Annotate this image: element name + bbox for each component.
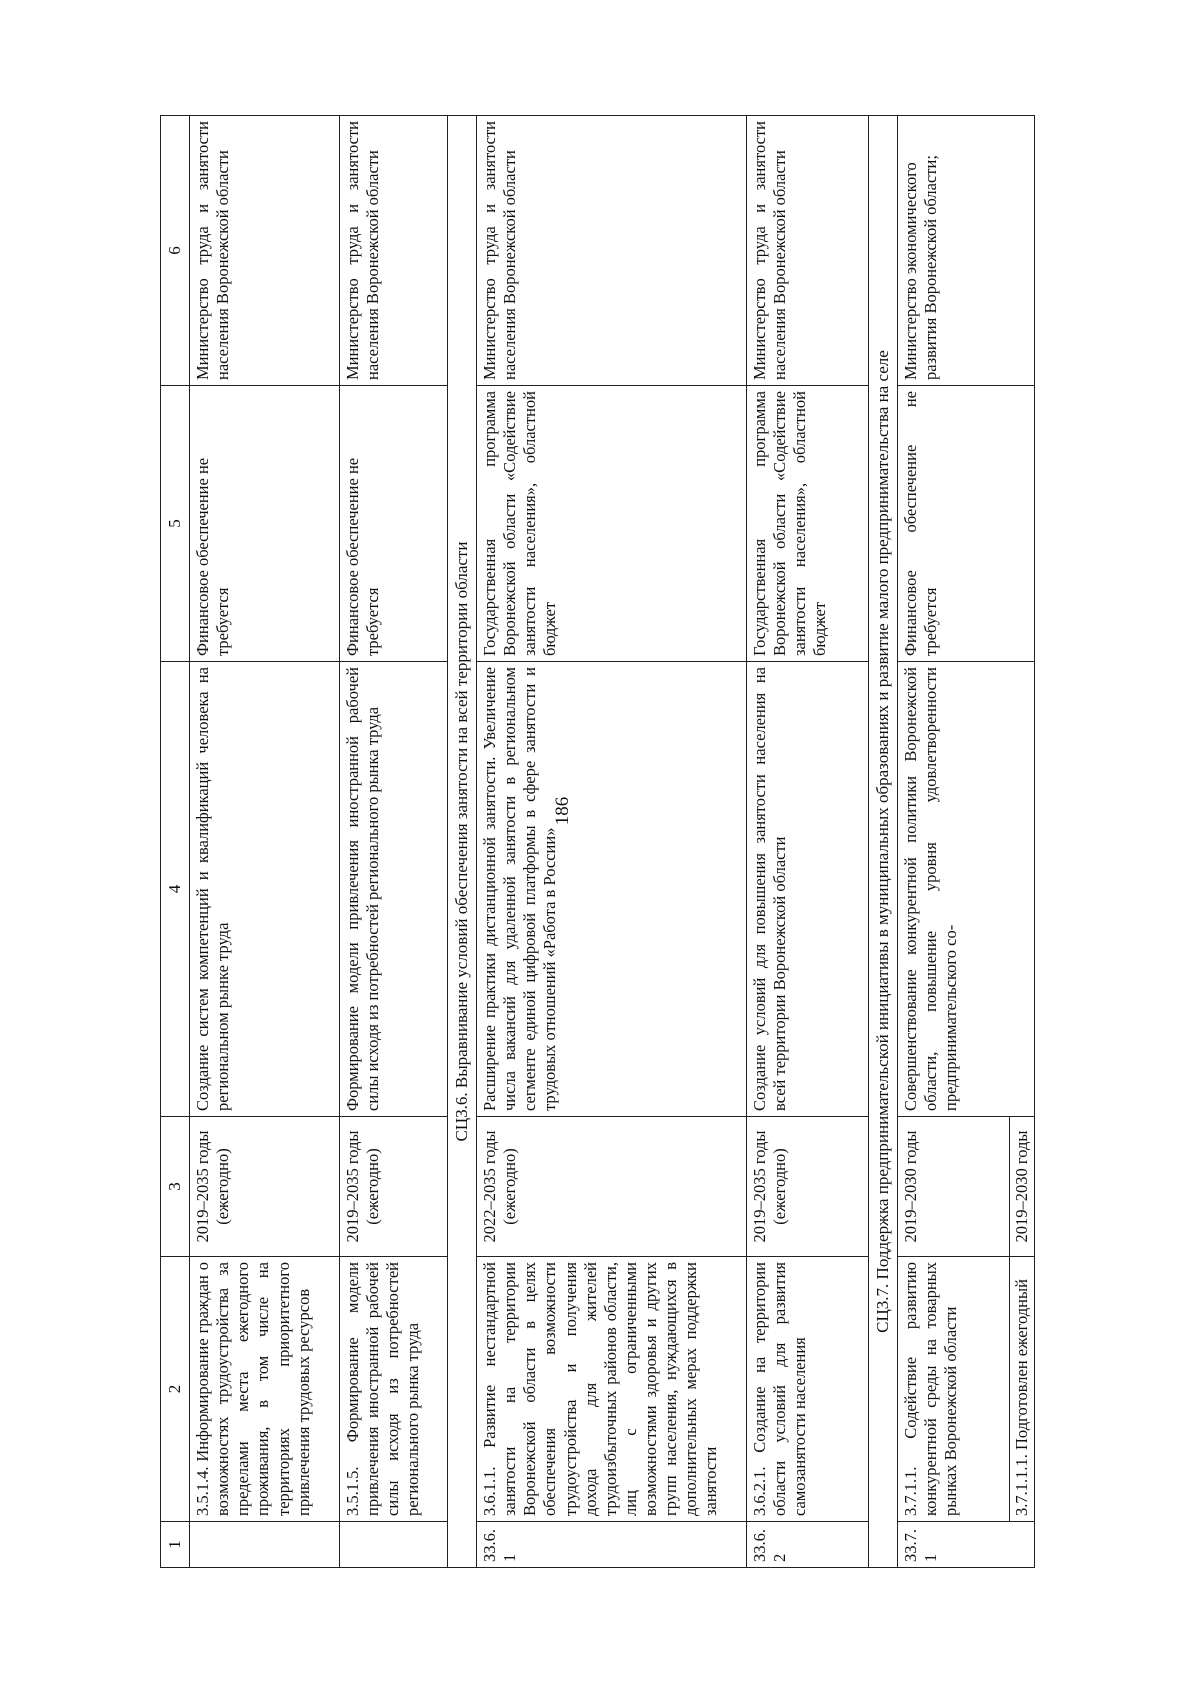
responsible-cell: Министерство труда и занятости населения Воронежской области [747,116,869,386]
table-row [190,116,340,1568]
action-cell: 3.6.2.1. Создание на территории области условий для развития самозанятости населения [747,1257,869,1522]
financing-cell: Государственная программа Воронежской области «Содействие занятости населения», областной бюджет [477,386,747,662]
column-header-2: 2 [161,1257,190,1522]
table-row [747,116,869,1568]
section-row [869,116,898,1568]
action-text: 3.7.1.1. Содействие развитию конкурентной среды на товарных рынках Воронежской области [901,1262,961,1516]
table-row [477,116,747,1568]
column-header-3: 3 [161,1117,190,1257]
result-cell: Расширение практики дистанционной занятости. Увеличение числа вакансий для удаленной занятости в региональном сегменте единой цифровой платформы в сфере занятости и трудовых отношений «Работа в России» [477,662,747,1117]
period-sub-text: 2019–2030 годы [1009,1117,1034,1256]
page-number: 186 [552,796,573,826]
result-cell: Создание систем компетенций и квалификаций человека на региональном рынке труда [190,662,340,1117]
action-cell: 3.6.1.1. Развитие нестандартной занятости на территории Воронежской области в целях обеспечения возможности трудоустройства и получения дохода для жителей трудоизбыточных районов области, лиц с ограниченными возможностями здоровья и других групп населения, нуждающихся в дополнительных мерах поддержки занятости [477,1257,747,1522]
responsible-cell: Министерство труда и занятости населения Воронежской области [340,116,448,386]
financing-cell: Финансовое обеспечение не требуется [898,386,1035,662]
action-cell: 3.5.1.5. Формирование модели привлечения иностранной рабочей силы исходя из потребностей регионального рынка труда [340,1257,448,1522]
action-cell [898,1257,1035,1522]
financing-cell: Финансовое обеспечение не требуется [340,386,448,662]
result-cell: Формирование модели привлечения иностранной рабочей силы исходя из потребностей регионального рынка труда [340,662,448,1117]
responsible-cell: Министерство труда и занятости населения Воронежской области [190,116,340,386]
code-cell: З3.6.1 [477,1522,747,1568]
result-cell: Совершенствование конкурентной политики Воронежской области, повышение уровня удовлетворенности предпринимательского со- [898,662,1035,1117]
code-cell: З3.7.1 [898,1522,1035,1568]
column-header-6: 6 [161,116,190,386]
header-row [161,116,190,1568]
responsible-cell: Министерство экономического развития Воронежской области; [898,116,1035,386]
rotated-page-content [160,116,1035,1568]
section-row [448,116,477,1568]
plan-table [160,115,1035,1568]
financing-cell: Финансовое обеспечение не требуется [190,386,340,662]
section-title-3-7: СЦ3.7. Поддержка предпринимательской инициативы в муниципальных образованиях и развитие малого предпринимательства на селе [869,116,898,1568]
code-cell [340,1522,448,1568]
period-cell: 2019–2035 годы (ежегодно) [340,1117,448,1257]
code-cell [190,1522,340,1568]
period-cell: 2022–2035 годы (ежегодно) [477,1117,747,1257]
column-header-1: 1 [161,1522,190,1568]
section-title-3-6: СЦ3.6. Выравнивание условий обеспечения занятости на всей территории области [448,116,477,1568]
result-cell: Создание условий для повышения занятости населения на всей территории Воронежской области [747,662,869,1117]
period-text: 2019–2030 годы [901,1130,920,1243]
period-cell: 2019–2035 годы (ежегодно) [190,1117,340,1257]
code-cell: З3.6.2 [747,1522,869,1568]
table-row [340,116,448,1568]
column-header-4: 4 [161,662,190,1117]
action-sub-text: 3.7.1.1.1. Подготовлен ежегодный [1009,1257,1034,1521]
action-cell: 3.5.1.4. Информирование граждан о возможностях трудоустройства за пределами места ежегодного проживания, в том числе на территориях приоритетного привлечения трудовых ресурсов [190,1257,340,1522]
period-cell: 2019–2035 годы (ежегодно) [747,1117,869,1257]
financing-cell: Государственная программа Воронежской области «Содействие занятости населения», областной бюджет [747,386,869,662]
period-cell [898,1117,1035,1257]
table-row [898,116,1035,1568]
column-header-5: 5 [161,386,190,662]
responsible-cell: Министерство труда и занятости населения Воронежской области [477,116,747,386]
